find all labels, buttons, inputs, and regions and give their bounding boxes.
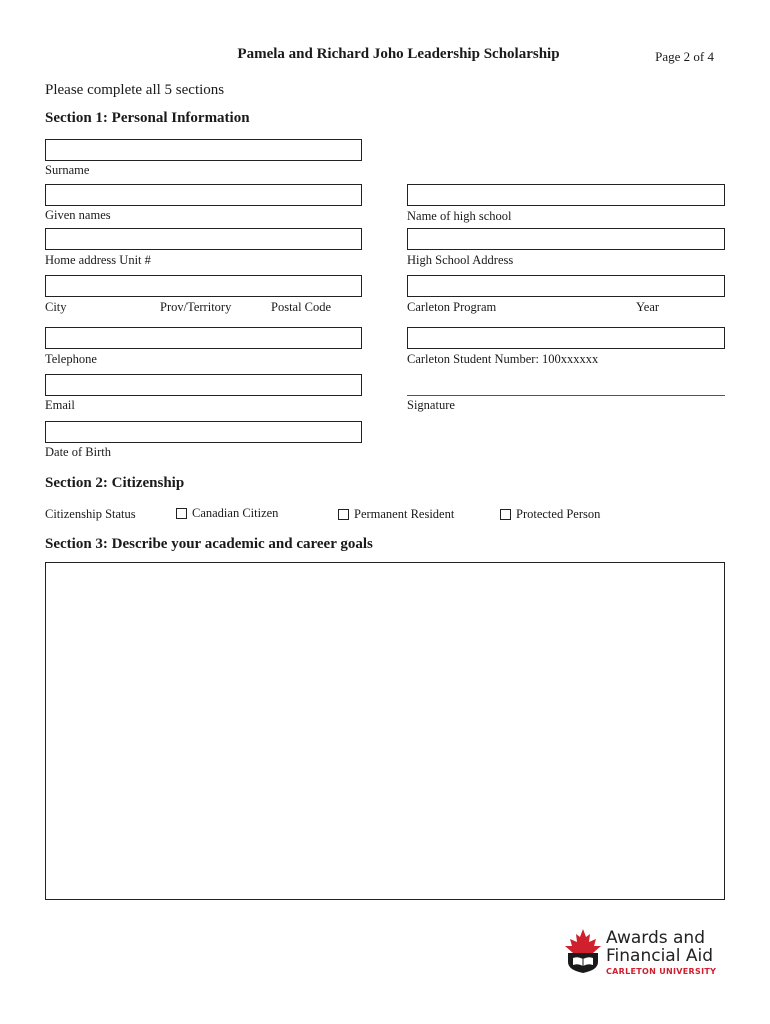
given-names-label: Given names bbox=[45, 208, 111, 222]
section-3-heading: Section 3: Describe your academic and career goals bbox=[45, 536, 373, 552]
logo-line-3: CARLETON UNIVERSITY bbox=[606, 967, 717, 976]
home-address-field[interactable] bbox=[45, 228, 362, 250]
option-label: Canadian Citizen bbox=[192, 506, 279, 520]
student-number-label: Carleton Student Number: 100xxxxxx bbox=[407, 352, 599, 366]
citizenship-status-label: Citizenship Status bbox=[45, 507, 136, 521]
postal-code-label: Postal Code bbox=[271, 300, 332, 314]
goals-textarea[interactable] bbox=[45, 562, 725, 900]
email-field[interactable] bbox=[45, 374, 362, 396]
checkbox-icon[interactable] bbox=[338, 509, 349, 520]
option-canadian-citizen[interactable] bbox=[176, 506, 278, 521]
year-label: Year bbox=[636, 300, 660, 314]
checkbox-icon[interactable] bbox=[176, 508, 187, 519]
section-2-heading: Section 2: Citizenship bbox=[45, 475, 185, 491]
logo-line-2: Financial Aid bbox=[606, 946, 713, 966]
option-permanent-resident[interactable] bbox=[338, 507, 454, 522]
signature-label: Signature bbox=[407, 398, 455, 412]
telephone-field[interactable] bbox=[45, 327, 362, 349]
option-protected-person[interactable] bbox=[500, 507, 600, 522]
program-label: Carleton Program bbox=[407, 300, 497, 314]
home-address-label: Home address Unit # bbox=[45, 253, 151, 267]
date-of-birth-label: Date of Birth bbox=[45, 445, 111, 459]
program-year-field[interactable] bbox=[407, 275, 725, 297]
telephone-label: Telephone bbox=[45, 352, 97, 366]
carleton-maple-leaf-shield-icon bbox=[563, 928, 603, 974]
high-school-name-field[interactable] bbox=[407, 184, 725, 206]
form-title: Pamela and Richard Joho Leadership Scholarship bbox=[237, 46, 560, 62]
student-number-field[interactable] bbox=[407, 327, 725, 349]
section-1-heading: Section 1: Personal Information bbox=[45, 110, 250, 126]
option-label: Protected Person bbox=[516, 507, 601, 521]
instructions: Please complete all 5 sections bbox=[45, 82, 225, 98]
high-school-address-field[interactable] bbox=[407, 228, 725, 250]
date-of-birth-field[interactable] bbox=[45, 421, 362, 443]
city-label: City bbox=[45, 300, 67, 314]
given-names-field[interactable] bbox=[45, 184, 362, 206]
surname-field[interactable] bbox=[45, 139, 362, 161]
option-label: Permanent Resident bbox=[354, 507, 455, 521]
city-prov-postal-field[interactable] bbox=[45, 275, 362, 297]
high-school-address-label: High School Address bbox=[407, 253, 514, 267]
checkbox-icon[interactable] bbox=[500, 509, 511, 520]
signature-line[interactable] bbox=[407, 395, 725, 396]
logo-line-1: Awards and bbox=[606, 928, 705, 948]
surname-label: Surname bbox=[45, 163, 90, 177]
email-label: Email bbox=[45, 398, 75, 412]
prov-label: Prov/Territory bbox=[160, 300, 232, 314]
page-number: Page 2 of 4 bbox=[655, 49, 714, 64]
high-school-name-label: Name of high school bbox=[407, 209, 512, 223]
